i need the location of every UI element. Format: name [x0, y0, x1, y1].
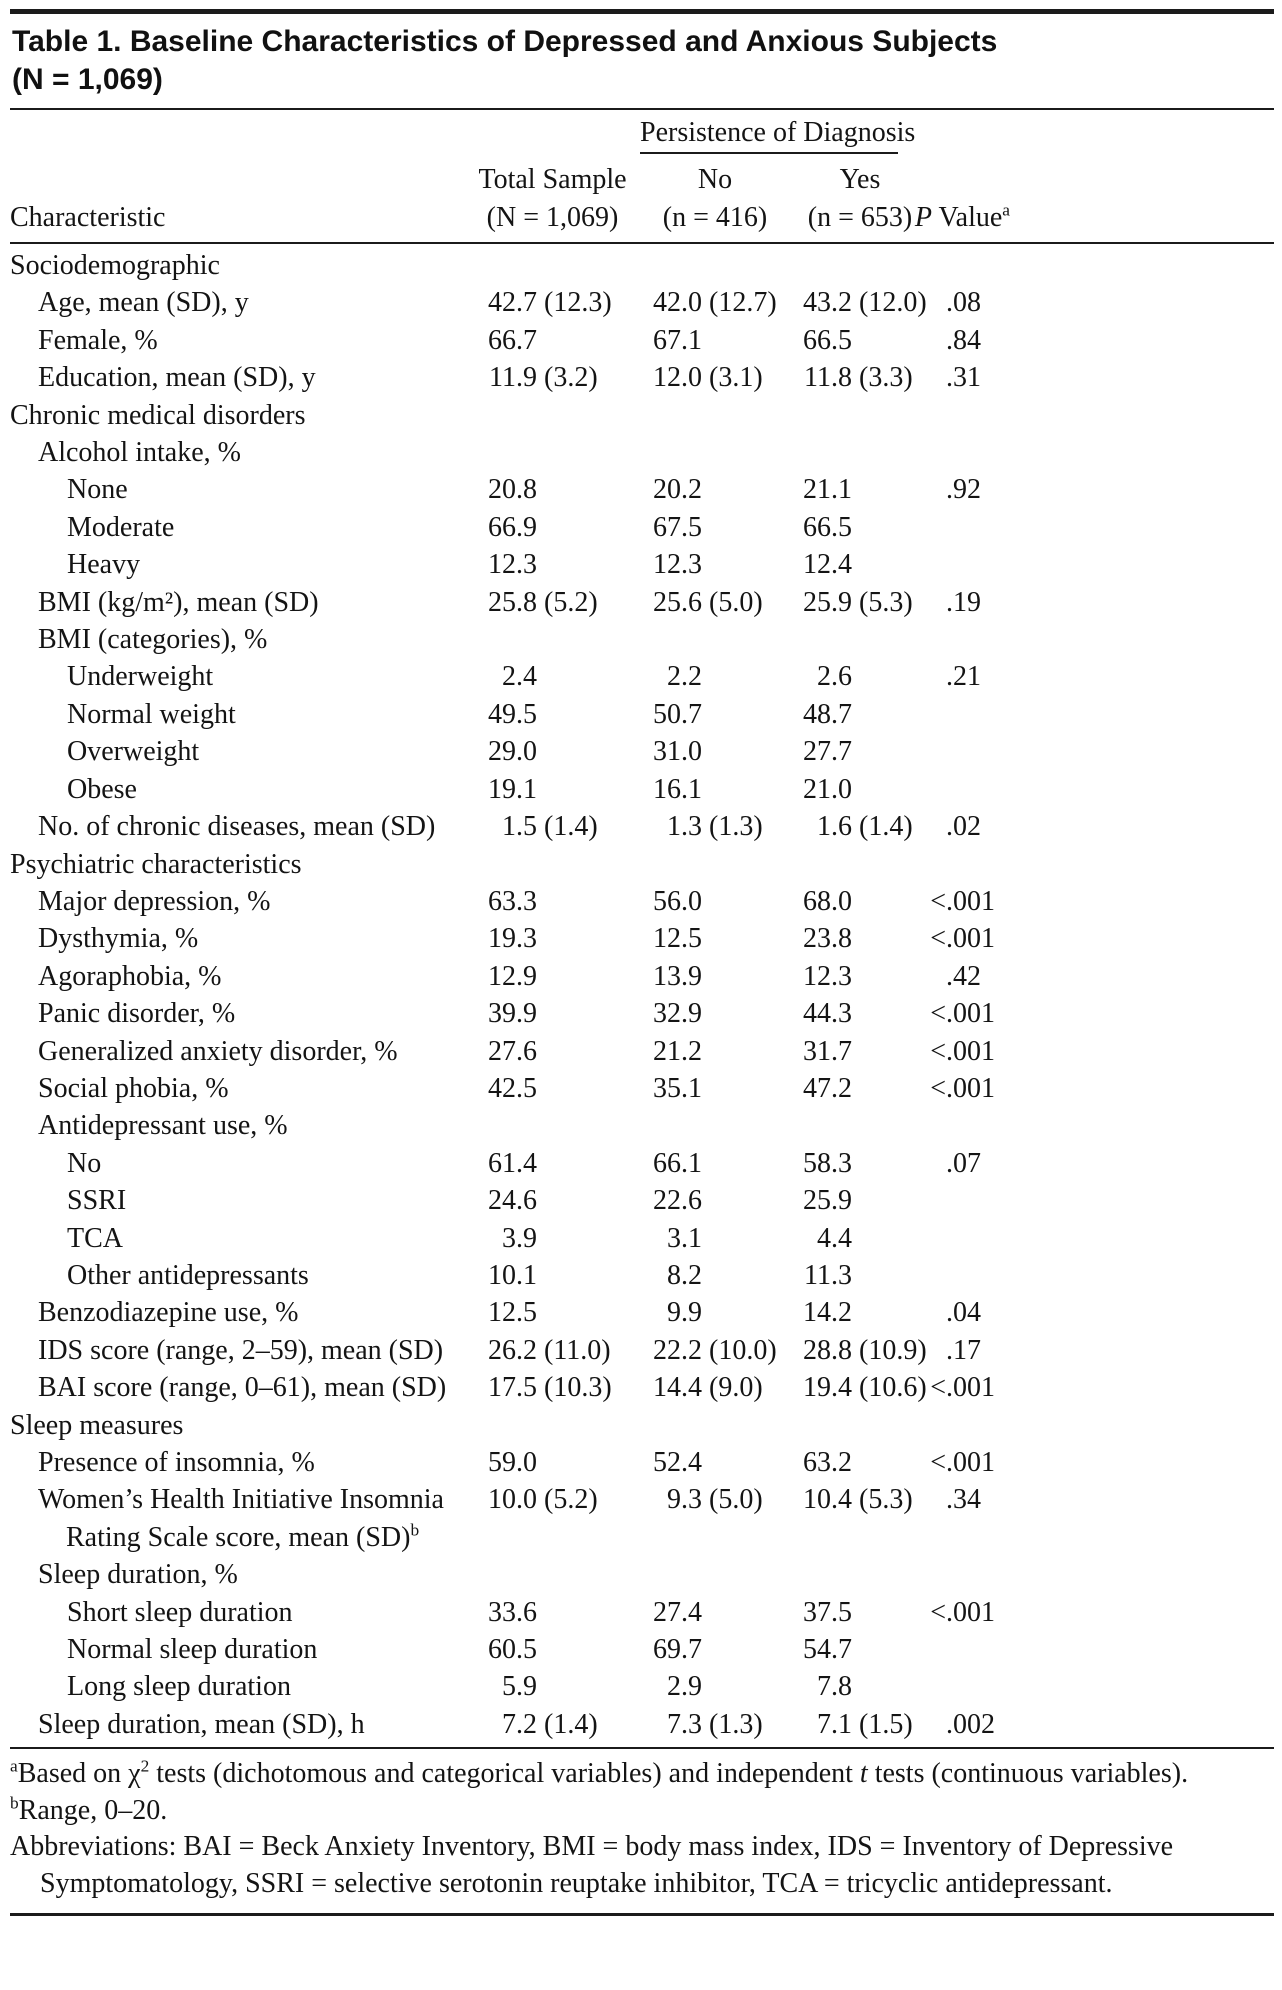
cell-no: 67.1	[653, 324, 702, 356]
row-label: Moderate	[67, 511, 175, 543]
row-label: Female, %	[38, 324, 158, 356]
table-row	[10, 359, 1274, 396]
table-row	[10, 883, 1274, 920]
cell-yes: 66.5	[803, 511, 852, 543]
cell-no: 67.5	[653, 511, 702, 543]
row-label: Panic disorder, %	[38, 998, 236, 1030]
cell-p-value: .002	[946, 1708, 995, 1740]
cell-total: 12.9	[488, 960, 537, 992]
cell-total: 66.7	[488, 324, 537, 356]
cell-p-value: <.001	[930, 923, 995, 955]
row-label-footnote-marker: b	[410, 1520, 420, 1540]
cell-yes: 12.3	[803, 960, 852, 992]
cell-total: 49.5	[488, 698, 537, 730]
persistence-span-label: Persistence of Diagnosis	[640, 117, 916, 148]
cell-p-value: <.001	[930, 1596, 995, 1628]
table-row	[10, 846, 1274, 883]
cell-no: 13.9	[653, 960, 702, 992]
cell-no: 21.2	[653, 1035, 702, 1067]
row-label: Sleep duration, mean (SD), h	[38, 1708, 365, 1740]
cell-yes: 21.0	[803, 773, 852, 805]
cell-total: 10.0 (5.2)	[488, 1484, 598, 1516]
cell-no: 2.9	[667, 1671, 702, 1703]
table-row	[10, 696, 1274, 733]
cell-p-value: .08	[946, 287, 981, 319]
cell-total: 19.1	[488, 773, 537, 805]
cell-no: 14.4 (9.0)	[653, 1372, 763, 1404]
cell-p-value: <.001	[930, 998, 995, 1030]
row-label: Other antidepressants	[67, 1259, 309, 1291]
column-header-p-value	[915, 202, 1010, 234]
cell-no: 7.3 (1.3)	[667, 1708, 763, 1740]
cell-no: 12.5	[653, 923, 702, 955]
cell-yes: 47.2	[803, 1072, 852, 1104]
table-row	[10, 1332, 1274, 1369]
cell-total: 1.5 (1.4)	[502, 811, 598, 843]
cell-yes: 14.2	[803, 1297, 852, 1329]
row-label: TCA	[67, 1222, 123, 1254]
cell-no: 1.3 (1.3)	[667, 811, 763, 843]
table-row	[10, 1369, 1274, 1406]
cell-yes: 31.7	[803, 1035, 852, 1067]
cell-no: 42.0 (12.7)	[653, 287, 777, 319]
row-label: Underweight	[67, 661, 214, 693]
cell-p-value: .07	[946, 1147, 981, 1179]
column-header-no-line1: No	[697, 164, 733, 195]
table-row	[10, 284, 1274, 321]
table-row	[10, 434, 1274, 471]
cell-p-value: .92	[946, 474, 981, 506]
table-row	[10, 1556, 1274, 1593]
table-row	[10, 1107, 1274, 1144]
row-label: Dysthymia, %	[38, 923, 199, 955]
cell-yes: 44.3	[803, 998, 852, 1030]
cell-yes: 63.2	[803, 1447, 852, 1478]
cell-no: 9.9	[667, 1297, 702, 1329]
cell-total: 42.5	[488, 1072, 537, 1104]
row-label: SSRI	[67, 1185, 127, 1217]
cell-total: 39.9	[488, 998, 537, 1030]
cell-total: 10.1	[488, 1259, 537, 1291]
row-label: BAI score (range, 0–61), mean (SD)	[38, 1372, 447, 1404]
cell-yes: 11.3	[804, 1259, 852, 1291]
cell-no: 35.1	[653, 1072, 702, 1104]
cell-yes: 48.7	[803, 698, 852, 730]
cell-yes: 11.8 (3.3)	[804, 362, 913, 394]
cell-yes: 7.1 (1.5)	[817, 1708, 913, 1740]
cell-yes: 19.4 (10.6)	[803, 1372, 927, 1404]
column-header-yes-line1: Yes	[839, 164, 881, 195]
row-label: Education, mean (SD), y	[38, 362, 316, 394]
row-label: No	[67, 1147, 102, 1179]
cell-no: 22.6	[653, 1185, 702, 1217]
cell-total: 11.9 (3.2)	[489, 362, 598, 394]
row-label: Presence of insomnia, %	[38, 1447, 315, 1478]
table-row	[10, 322, 1274, 359]
footnote-a-text-2: tests (dichotomous and categorical variables) and independent	[149, 1758, 860, 1790]
cell-no: 12.0 (3.1)	[653, 362, 763, 394]
cell-total: 59.0	[488, 1447, 537, 1478]
row-label: Sleep duration, %	[38, 1559, 238, 1591]
cell-total: 61.4	[488, 1147, 537, 1179]
cell-yes: 7.8	[817, 1671, 852, 1703]
cell-total: 25.8 (5.2)	[488, 586, 598, 618]
table-row	[10, 658, 1274, 695]
row-label: BMI (categories), %	[38, 624, 268, 656]
persistence-span-header	[640, 117, 916, 154]
table-row	[10, 995, 1274, 1032]
footnotes	[10, 1749, 1274, 1911]
footnote-abbreviations	[10, 1829, 1274, 1902]
cell-yes: 2.6	[817, 661, 852, 693]
cell-no: 27.4	[653, 1596, 702, 1628]
cell-no: 56.0	[653, 885, 702, 917]
cell-total: 5.9	[502, 1671, 537, 1703]
row-label: Alcohol intake, %	[38, 437, 241, 469]
table-row	[10, 1294, 1274, 1331]
cell-total: 3.9	[502, 1222, 537, 1254]
cell-p-value: .21	[946, 661, 981, 693]
cell-p-value: .31	[946, 362, 981, 394]
row-label: Social phobia, %	[38, 1072, 229, 1104]
cell-total: 12.5	[488, 1297, 537, 1329]
cell-no: 16.1	[653, 773, 702, 805]
table-row	[10, 1481, 1274, 1556]
row-label: Overweight	[67, 736, 200, 768]
cell-total: 33.6	[488, 1596, 537, 1628]
cell-p-value: <.001	[930, 1372, 995, 1404]
cell-no: 32.9	[653, 998, 702, 1030]
row-label: Age, mean (SD), y	[38, 287, 249, 319]
cell-yes: 54.7	[803, 1634, 852, 1666]
row-label: Major depression, %	[38, 885, 271, 917]
footnote-a-marker: a	[10, 1756, 18, 1776]
table-row	[10, 1668, 1274, 1705]
cell-no: 8.2	[667, 1259, 702, 1291]
cell-yes: 4.4	[817, 1222, 852, 1254]
cell-no: 22.2 (10.0)	[653, 1334, 777, 1366]
cell-yes: 37.5	[803, 1596, 852, 1628]
footnote-a	[10, 1756, 1274, 1793]
row-label: Normal sleep duration	[67, 1634, 318, 1666]
cell-p-value: .42	[946, 960, 981, 992]
cell-no: 12.3	[653, 549, 702, 581]
cell-total: 27.6	[488, 1035, 537, 1067]
cell-total: 2.4	[502, 661, 537, 693]
table-row	[10, 621, 1274, 658]
footnote-a-text-1: Based on χ	[17, 1758, 141, 1790]
table-row	[10, 1257, 1274, 1294]
table-row	[10, 1033, 1274, 1070]
cell-total: 60.5	[488, 1634, 537, 1666]
column-header-total-line2: (N = 1,069)	[486, 202, 619, 233]
cell-yes: 27.7	[803, 736, 852, 768]
cell-p-value: .19	[946, 586, 981, 618]
row-label: Generalized anxiety disorder, %	[38, 1035, 398, 1067]
column-header-characteristic: Characteristic	[10, 202, 166, 233]
row-label: Psychiatric characteristics	[10, 848, 302, 880]
row-label: None	[67, 474, 128, 506]
cell-total: 29.0	[488, 736, 537, 768]
cell-p-value: <.001	[930, 885, 995, 917]
table-row	[10, 733, 1274, 770]
table-row	[10, 920, 1274, 957]
row-label: Antidepressant use, %	[38, 1110, 288, 1142]
cell-p-value: <.001	[930, 1447, 995, 1478]
row-label: BMI (kg/m²), mean (SD)	[38, 586, 319, 618]
row-label: Benzodiazepine use, %	[38, 1297, 299, 1329]
row-label: Short sleep duration	[67, 1596, 293, 1628]
cell-p-value: .17	[946, 1334, 981, 1366]
column-header-no-line2: (n = 416)	[662, 202, 768, 233]
table-row	[10, 1444, 1274, 1481]
row-label: Agoraphobia, %	[38, 960, 222, 992]
table-row	[10, 1145, 1274, 1182]
row-label-line2: Rating Scale score, mean (SD)$^b$	[66, 1520, 420, 1553]
table-row	[10, 1407, 1274, 1444]
row-label: Obese	[67, 773, 137, 805]
cell-yes: 43.2 (12.0)	[803, 287, 927, 319]
p-value-italic: P	[914, 202, 933, 233]
table-row	[10, 1220, 1274, 1257]
column-header-yes-line2: (n = 653)	[807, 202, 913, 233]
cell-no: 66.1	[653, 1147, 702, 1179]
cell-yes: 10.4 (5.3)	[803, 1484, 913, 1516]
cell-total: 24.6	[488, 1185, 537, 1217]
cell-p-value: .04	[946, 1297, 981, 1329]
cell-yes: 68.0	[803, 885, 852, 917]
table-row	[10, 584, 1274, 621]
footnote-a-text-3: tests (continuous variables).	[867, 1758, 1189, 1790]
row-label: Chronic medical disorders	[10, 399, 306, 431]
cell-p-value: .84	[946, 324, 981, 356]
abbreviations-text: Abbreviations: BAI = Beck Anxiety Inventory, BMI = body mass index, IDS = Inventory of Depressive Symptomatology, SSRI = selective serotonin reuptake inhibitor, TCA = tricyclic antidepressant.	[10, 1831, 1174, 1899]
table-row	[10, 1706, 1274, 1743]
cell-total: 19.3	[488, 923, 537, 955]
cell-no: 69.7	[653, 1634, 702, 1666]
cell-total: 66.9	[488, 511, 537, 543]
table-row	[10, 546, 1274, 583]
cell-total: 20.8	[488, 474, 537, 506]
footnote-b-text: Range, 0–20.	[18, 1794, 168, 1826]
table-title-line1: Table 1. Baseline Characteristics of Depressed and Anxious Subjects	[12, 25, 998, 58]
row-label: Sociodemographic	[10, 250, 220, 281]
row-label: Heavy	[67, 549, 141, 581]
row-label: Normal weight	[67, 698, 236, 730]
table-row	[10, 397, 1274, 434]
row-label: No. of chronic diseases, mean (SD)	[38, 811, 436, 843]
table-row	[10, 1070, 1274, 1107]
table-row	[10, 509, 1274, 546]
footnote-b-marker: b	[10, 1793, 19, 1813]
footnote-b	[10, 1793, 1274, 1830]
cell-no: 9.3 (5.0)	[667, 1484, 763, 1516]
bottom-rule	[10, 1913, 1274, 1916]
footnote-a-italic-t: t	[859, 1758, 868, 1790]
cell-yes: 12.4	[803, 549, 852, 581]
cell-yes: 58.3	[803, 1147, 852, 1179]
row-label: Long sleep duration	[67, 1671, 291, 1703]
table-title-line2: (N = 1,069)	[12, 63, 163, 96]
column-header-total-line1: Total Sample	[478, 164, 627, 195]
cell-yes: 25.9 (5.3)	[803, 586, 913, 618]
table-title	[10, 14, 1274, 108]
chi-squared-superscript: 2	[140, 1756, 150, 1776]
cell-no: 20.2	[653, 474, 702, 506]
cell-yes: 23.8	[803, 923, 852, 955]
row-label: Women’s Health Initiative Insomnia Rating Scale score, mean (SD)$^b$	[10, 1481, 465, 1556]
cell-p-value: <.001	[930, 1072, 995, 1104]
cell-yes: 28.8 (10.9)	[803, 1334, 927, 1366]
cell-total: 12.3	[488, 549, 537, 581]
table-body	[10, 244, 1274, 1747]
cell-total: 63.3	[488, 885, 537, 917]
cell-no: 50.7	[653, 698, 702, 730]
table-row	[10, 1594, 1274, 1631]
table-row	[10, 471, 1274, 508]
cell-p-value: <.001	[930, 1035, 995, 1067]
row-label: Sleep measures	[10, 1409, 184, 1441]
cell-total: 26.2 (11.0)	[488, 1334, 611, 1366]
table-row	[10, 247, 1274, 284]
cell-total: 42.7 (12.3)	[488, 287, 612, 319]
cell-yes: 25.9	[803, 1185, 852, 1217]
cell-no: 3.1	[667, 1222, 702, 1254]
table-row	[10, 1631, 1274, 1668]
cell-yes: 66.5	[803, 324, 852, 356]
table-row	[10, 808, 1274, 845]
cell-no: 31.0	[653, 736, 702, 768]
cell-no: 25.6 (5.0)	[653, 586, 763, 618]
cell-yes: 1.6 (1.4)	[817, 811, 913, 843]
table-row	[10, 958, 1274, 995]
p-value-footnote-marker: a	[1002, 200, 1010, 220]
table-row	[10, 771, 1274, 808]
p-value-rest: Value	[932, 202, 1003, 233]
cell-p-value: .34	[946, 1484, 981, 1516]
cell-no: 52.4	[653, 1447, 702, 1478]
cell-p-value: .02	[946, 811, 981, 843]
row-label: IDS score (range, 2–59), mean (SD)	[38, 1334, 444, 1366]
cell-no: 2.2	[667, 661, 702, 693]
table-row	[10, 1182, 1274, 1219]
cell-yes: 21.1	[803, 474, 852, 506]
table-header	[10, 110, 1274, 242]
cell-total: 7.2 (1.4)	[502, 1708, 598, 1740]
cell-total: 17.5 (10.3)	[488, 1372, 612, 1404]
